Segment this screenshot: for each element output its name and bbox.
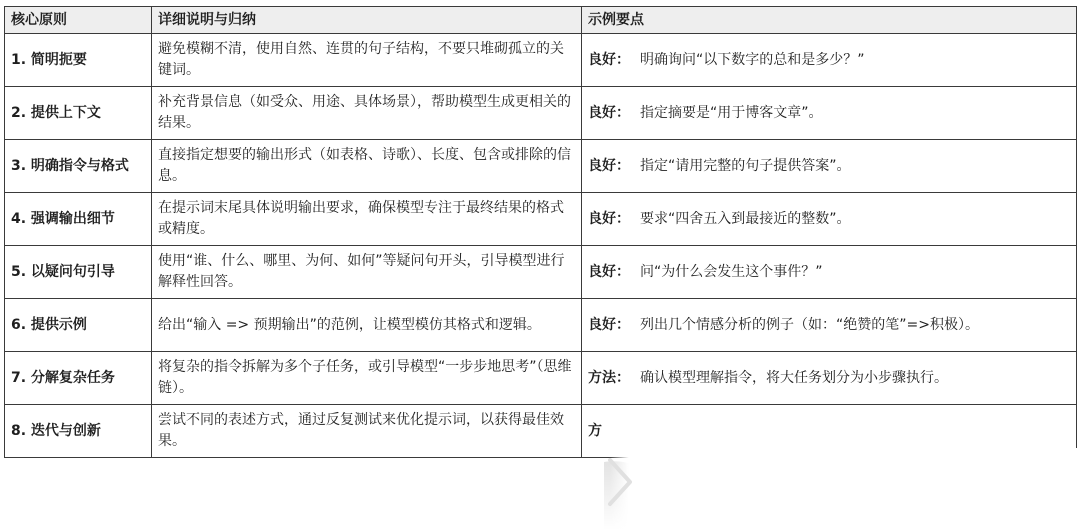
example-cell bbox=[582, 405, 1077, 458]
example-label: 方 bbox=[588, 422, 602, 439]
example-text: 指定“请用完整的句子提供答案”。 bbox=[640, 157, 851, 174]
example-text: 要求“四舍五入到最接近的整数”。 bbox=[640, 210, 851, 227]
example-cell bbox=[582, 193, 1077, 246]
principle-cell: 8. 迭代与创新 bbox=[5, 405, 152, 458]
detail-cell: 给出“输入 => 预期输出”的范例，让模型模仿其格式和逻辑。 bbox=[152, 299, 582, 352]
table-row bbox=[5, 405, 1077, 458]
principles-table bbox=[4, 6, 1077, 458]
example-cell bbox=[582, 87, 1077, 140]
example-label: 良好： bbox=[588, 157, 630, 174]
example-text: 问“为什么会发生这个事件？” bbox=[640, 263, 823, 280]
principle-cell: 6. 提供示例 bbox=[5, 299, 152, 352]
example-label: 良好： bbox=[588, 210, 630, 227]
example-text: 指定摘要是“用于博客文章”。 bbox=[640, 104, 823, 121]
example-text: 确认模型理解指令，将大任务划分为小步骤执行。 bbox=[640, 369, 948, 386]
column-header-detail: 详细说明与归纳 bbox=[152, 7, 582, 34]
example-cell bbox=[582, 246, 1077, 299]
table-row bbox=[5, 34, 1077, 87]
example-cell bbox=[582, 34, 1077, 87]
example-text: 列出几个情感分析的例子（如：“绝赞的笔”=>积极）。 bbox=[640, 316, 979, 333]
principle-cell: 2. 提供上下文 bbox=[5, 87, 152, 140]
example-label: 良好： bbox=[588, 104, 630, 121]
table-row bbox=[5, 299, 1077, 352]
principle-cell: 4. 强调输出细节 bbox=[5, 193, 152, 246]
column-header-principle: 核心原则 bbox=[5, 7, 152, 34]
example-cell bbox=[582, 352, 1077, 405]
column-header-example: 示例要点 bbox=[582, 7, 1077, 34]
example-label: 良好： bbox=[588, 263, 630, 280]
table-row bbox=[5, 246, 1077, 299]
principle-cell: 5. 以疑问句引导 bbox=[5, 246, 152, 299]
detail-cell: 直接指定想要的输出形式（如表格、诗歌）、长度、包含或排除的信息。 bbox=[152, 140, 582, 193]
principle-cell: 1. 简明扼要 bbox=[5, 34, 152, 87]
example-label: 良好： bbox=[588, 316, 630, 333]
table-body bbox=[5, 34, 1077, 458]
example-cell bbox=[582, 299, 1077, 352]
example-label: 良好： bbox=[588, 51, 630, 68]
table-row bbox=[5, 87, 1077, 140]
table-header-row bbox=[5, 7, 1077, 34]
example-label: 方法： bbox=[588, 369, 630, 386]
detail-cell: 避免模糊不清，使用自然、连贯的句子结构，不要只堆砌孤立的关键词。 bbox=[152, 34, 582, 87]
principle-cell: 7. 分解复杂任务 bbox=[5, 352, 152, 405]
table-row bbox=[5, 352, 1077, 405]
detail-cell: 在提示词末尾具体说明输出要求，确保模型专注于最终结果的格式或精度。 bbox=[152, 193, 582, 246]
detail-cell: 尝试不同的表述方式，通过反复测试来优化提示词，以获得最佳效果。 bbox=[152, 405, 582, 458]
example-text: 明确询问“以下数字的总和是多少？” bbox=[640, 51, 865, 68]
table-row bbox=[5, 140, 1077, 193]
principle-cell: 3. 明确指令与格式 bbox=[5, 140, 152, 193]
example-cell bbox=[582, 140, 1077, 193]
detail-cell: 补充背景信息（如受众、用途、具体场景），帮助模型生成更相关的结果。 bbox=[152, 87, 582, 140]
table-row bbox=[5, 193, 1077, 246]
detail-cell: 使用“谁、什么、哪里、为何、如何”等疑问句开头，引导模型进行解释性回答。 bbox=[152, 246, 582, 299]
detail-cell: 将复杂的指令拆解为多个子任务，或引导模型“一步步地思考”（思维链）。 bbox=[152, 352, 582, 405]
page-curl-overlay bbox=[590, 448, 1080, 530]
